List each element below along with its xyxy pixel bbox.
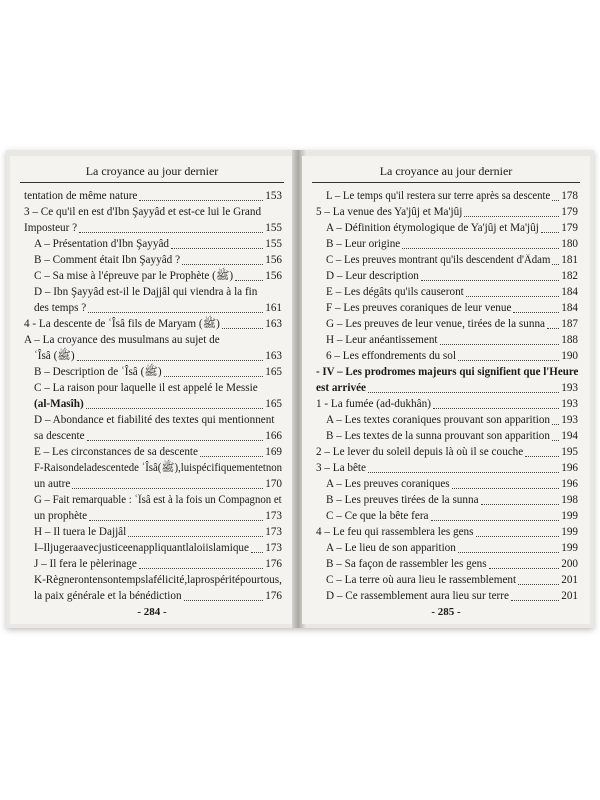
toc-entry-label: E – Les dégâts qu'ils causeront: [326, 286, 464, 298]
toc-entry-page: 173: [265, 542, 282, 554]
toc-entry-label: A – Présentation d'Ibn Şayyâd: [34, 238, 170, 250]
toc-entry: [24, 300, 282, 316]
dot-leader: [476, 536, 559, 537]
toc-entry-page: 181: [561, 254, 578, 266]
toc-entry: [24, 380, 282, 396]
toc-entry-page: 176: [265, 558, 282, 570]
dot-leader: [489, 568, 559, 569]
toc-entry: [24, 508, 282, 524]
dot-leader: [184, 600, 263, 601]
toc-entry-label: Imposteur ?: [24, 222, 78, 234]
toc-entry-label: 5 – La venue des Ya'jûj et Ma'jûj: [316, 206, 463, 218]
dot-leader: [552, 264, 559, 265]
toc-list: [316, 188, 578, 604]
dot-leader: [89, 520, 263, 521]
toc-entry-page: 173: [265, 526, 282, 538]
toc-entry-page: 184: [561, 286, 578, 298]
toc-entry-page: 163: [265, 350, 282, 362]
dot-leader: [72, 488, 263, 489]
toc-entry-label: C – Sa mise à l'épreuve par le Prophète (ﷺ): [34, 270, 234, 282]
toc-entry-page: 170: [265, 478, 282, 490]
toc-entry-label: 3 – Ce qu'il en est d'Ibn Şayyâd et est-ce lui le Grand: [24, 206, 262, 218]
toc-entry-label: F – Les preuves coraniques de leur venue: [326, 302, 512, 314]
toc-entry-label: tentation de même nature: [24, 190, 138, 202]
toc-entry-page: 178: [561, 190, 578, 202]
toc-entry-label: B – Comment était Ibn Şayyâd ?: [34, 254, 181, 266]
toc-entry: [316, 588, 578, 604]
toc-entry-page: 199: [561, 526, 578, 538]
right-page: [302, 156, 590, 624]
toc-entry: [24, 428, 282, 444]
toc-entry-page: 194: [561, 430, 578, 442]
toc-entry: [316, 492, 578, 508]
toc-entry-page: 176: [265, 590, 282, 602]
toc-entry: [24, 588, 282, 604]
toc-list: [24, 188, 282, 604]
toc-entry: [316, 332, 578, 348]
toc-entry: [24, 524, 282, 540]
toc-entry-label: B – Leur origine: [326, 238, 401, 250]
toc-entry-page: 201: [561, 590, 578, 602]
dot-leader: [464, 216, 559, 217]
dot-leader: [511, 600, 559, 601]
toc-entry-label: B – Les preuves tirées de la sunna: [326, 494, 479, 506]
dot-leader: [182, 264, 263, 265]
dot-leader: [164, 376, 263, 377]
toc-entry-label: B – Sa façon de rassembler les gens: [326, 558, 487, 570]
toc-entry-page: 153: [265, 190, 282, 202]
toc-entry: [316, 444, 578, 460]
toc-entry-label: 4 – Le feu qui rassemblera les gens: [316, 526, 474, 538]
toc-entry: [24, 268, 282, 284]
toc-entry: [24, 188, 282, 204]
dot-leader: [552, 200, 559, 201]
dot-leader: [368, 392, 559, 393]
toc-entry-label: 4 - La descente de ʿÎsâ fils de Maryam (ﷺ): [24, 318, 220, 330]
toc-entry-label: C – La raison pour laquelle il est appelé le Messie: [34, 382, 258, 394]
toc-entry: [24, 332, 282, 348]
toc-entry-page: 179: [561, 222, 578, 234]
dot-leader: [235, 280, 263, 281]
toc-entry: [24, 364, 282, 380]
toc-entry-label: A – Les textes coraniques prouvant son apparition: [326, 414, 551, 426]
toc-entry-page: 156: [265, 254, 282, 266]
toc-entry-page: 179: [561, 206, 578, 218]
toc-entry-label: A – Le lieu de son apparition: [326, 542, 456, 554]
toc-entry-label: G – Les preuves de leur venue, tirées de la sunna: [326, 318, 546, 330]
toc-entry-label: D – Ce rassemblement aura lieu sur terre: [326, 590, 509, 602]
dot-leader: [200, 456, 263, 457]
toc-entry-label: un autre: [34, 478, 71, 490]
toc-entry-label: H – Leur anéantissement: [326, 334, 438, 346]
dot-leader: [525, 456, 559, 457]
dot-leader: [452, 488, 559, 489]
toc-entry-page: 201: [561, 574, 578, 586]
toc-entry-label: I–Iljugeraavecjusticeenappliquantlaloiislamique: [34, 542, 249, 554]
dot-leader: [541, 232, 559, 233]
toc-entry-page: 200: [561, 558, 578, 570]
toc-entry: [316, 364, 578, 380]
toc-entry: [24, 556, 282, 572]
dot-leader: [222, 328, 263, 329]
toc-entry-label: K-Règnerontensontempslafélicité,laprospéritépourtous,: [34, 574, 282, 586]
toc-entry: [24, 476, 282, 492]
toc-entry-label: F-Raisondeladescentede ʿÎsâ(ﷺ),luispécifiquementetnon: [34, 462, 283, 474]
toc-entry-label: un prophète: [34, 510, 88, 522]
toc-entry: [24, 572, 282, 588]
toc-entry: [316, 220, 578, 236]
dot-leader: [402, 248, 559, 249]
dot-leader: [128, 536, 263, 537]
toc-entry-label: H – Il tuera le Dajjâl: [34, 526, 127, 538]
dot-leader: [458, 552, 559, 553]
page-number: - 284 -: [137, 606, 167, 618]
toc-entry: [24, 396, 282, 412]
dot-leader: [433, 408, 559, 409]
header-rule: [312, 182, 580, 183]
page-number: - 285 -: [431, 606, 461, 618]
toc-entry-page: 193: [561, 382, 578, 394]
dot-leader: [440, 344, 559, 345]
dot-leader: [88, 312, 263, 313]
toc-entry: [24, 460, 282, 476]
toc-entry: [24, 220, 282, 236]
dot-leader: [552, 440, 559, 441]
toc-entry: [24, 236, 282, 252]
toc-entry: [24, 252, 282, 268]
dot-leader: [139, 568, 263, 569]
toc-entry-page: 199: [561, 542, 578, 554]
toc-entry-label: des temps ?: [34, 302, 87, 314]
toc-entry-label: - IV – Les prodromes majeurs qui signifient que l'Heure: [316, 366, 579, 378]
dot-leader: [513, 312, 559, 313]
toc-entry-label: 3 – La bête: [316, 462, 367, 474]
toc-entry: [316, 204, 578, 220]
left-page: [10, 156, 294, 624]
toc-entry: [24, 348, 282, 364]
toc-entry: [316, 556, 578, 572]
toc-entry: [316, 284, 578, 300]
toc-entry-label: L – Le temps qu'il restera sur terre après sa descente: [326, 190, 551, 202]
toc-entry: [316, 572, 578, 588]
toc-entry-label: G – Fait remarquable : ʿÎsâ est à la fois un Compagnon et: [34, 494, 282, 506]
toc-entry: [316, 348, 578, 364]
toc-entry: [316, 268, 578, 284]
toc-entry-label: B – Les textes de la sunna prouvant son apparition: [326, 430, 550, 442]
toc-entry-page: 161: [265, 302, 282, 314]
toc-entry: [24, 284, 282, 300]
dot-leader: [79, 232, 263, 233]
toc-entry-label: 2 – Le lever du soleil depuis là où il se couche: [316, 446, 524, 458]
toc-entry: [316, 460, 578, 476]
toc-entry-page: 182: [561, 270, 578, 282]
toc-entry-page: 187: [561, 318, 578, 330]
toc-entry-page: 166: [265, 430, 282, 442]
toc-entry-label: C – Les preuves montrant qu'ils descendent d'Âdam: [326, 254, 551, 266]
toc-entry-label: 1 - La fumée (ad-dukhân): [316, 398, 431, 410]
toc-entry: [24, 540, 282, 556]
toc-entry-label: A – Les preuves coraniques: [326, 478, 450, 490]
toc-entry-label: 6 – Les effondrements du sol: [326, 350, 456, 362]
dot-leader: [552, 424, 559, 425]
toc-entry-label: A – La croyance des musulmans au sujet de: [24, 334, 220, 346]
toc-entry-label: E – Les circonstances de sa descente: [34, 446, 199, 458]
toc-entry-page: 180: [561, 238, 578, 250]
dot-leader: [368, 472, 559, 473]
toc-entry-label: D – Abondance et fiabilité des textes qui mentionnent: [34, 414, 275, 426]
toc-entry: [24, 204, 282, 220]
page-header: La croyance au jour dernier: [85, 164, 219, 178]
page-header: La croyance au jour dernier: [379, 164, 513, 178]
toc-entry-page: 184: [561, 302, 578, 314]
toc-entry: [316, 380, 578, 396]
dot-leader: [547, 328, 559, 329]
toc-entry-page: 193: [561, 398, 578, 410]
toc-entry-page: 155: [265, 222, 282, 234]
dot-leader: [421, 280, 559, 281]
toc-entry-page: 163: [265, 318, 282, 330]
toc-entry-page: 190: [561, 350, 578, 362]
toc-entry-page: 173: [265, 510, 282, 522]
toc-entry-label: C – La terre où aura lieu le rassemblement: [326, 574, 517, 586]
dot-leader: [139, 200, 263, 201]
toc-entry: [316, 524, 578, 540]
toc-entry: [316, 396, 578, 412]
toc-entry-label: (al-Masîh): [34, 398, 84, 410]
dot-leader: [518, 584, 559, 585]
toc-entry: [316, 428, 578, 444]
dot-leader: [251, 552, 263, 553]
toc-entry-page: 156: [265, 270, 282, 282]
toc-entry-page: 196: [561, 478, 578, 490]
toc-entry-page: 198: [561, 494, 578, 506]
toc-entry: [316, 252, 578, 268]
toc-entry: [316, 476, 578, 492]
toc-entry-page: 155: [265, 238, 282, 250]
dot-leader: [466, 296, 559, 297]
dot-leader: [77, 360, 263, 361]
toc-entry-label: la paix générale et la bénédiction: [34, 590, 182, 602]
toc-entry-page: 165: [265, 366, 282, 378]
toc-entry-label: B – Description de ʿÎsâ (ﷺ): [34, 366, 162, 378]
toc-entry: [316, 412, 578, 428]
dot-leader: [171, 248, 263, 249]
toc-entry-label: A – Définition étymologique de Ya'jûj et Ma'jûj: [326, 222, 539, 234]
toc-entry: [316, 508, 578, 524]
toc-entry: [24, 412, 282, 428]
dot-leader: [86, 408, 263, 409]
toc-entry-label: sa descente: [34, 430, 85, 442]
toc-entry-label: C – Ce que la bête fera: [326, 510, 429, 522]
toc-entry-page: 199: [561, 510, 578, 522]
dot-leader: [87, 440, 263, 441]
toc-entry-label: D – Ibn Şayyâd est-il le Dajjâl qui viendra à la fin: [34, 286, 258, 298]
dot-leader: [458, 360, 559, 361]
toc-entry: [24, 316, 282, 332]
toc-entry: [316, 236, 578, 252]
toc-entry-page: 169: [265, 446, 282, 458]
toc-entry: [24, 444, 282, 460]
toc-entry-page: 195: [561, 446, 578, 458]
toc-entry-label: est arrivée: [316, 382, 366, 394]
dot-leader: [481, 504, 559, 505]
dot-leader: [431, 520, 559, 521]
toc-entry-label: D – Leur description: [326, 270, 419, 282]
header-rule: [20, 182, 284, 183]
toc-entry-page: 188: [561, 334, 578, 346]
toc-entry-page: 165: [265, 398, 282, 410]
toc-entry: [316, 540, 578, 556]
toc-entry-label: ʿÎsâ (ﷺ): [34, 350, 75, 362]
toc-entry: [316, 300, 578, 316]
toc-entry: [316, 188, 578, 204]
toc-entry-page: 196: [561, 462, 578, 474]
toc-entry-page: 193: [561, 414, 578, 426]
toc-entry: [24, 492, 282, 508]
toc-entry: [316, 316, 578, 332]
toc-entry-label: J – Il fera le pèlerinage: [34, 558, 137, 570]
